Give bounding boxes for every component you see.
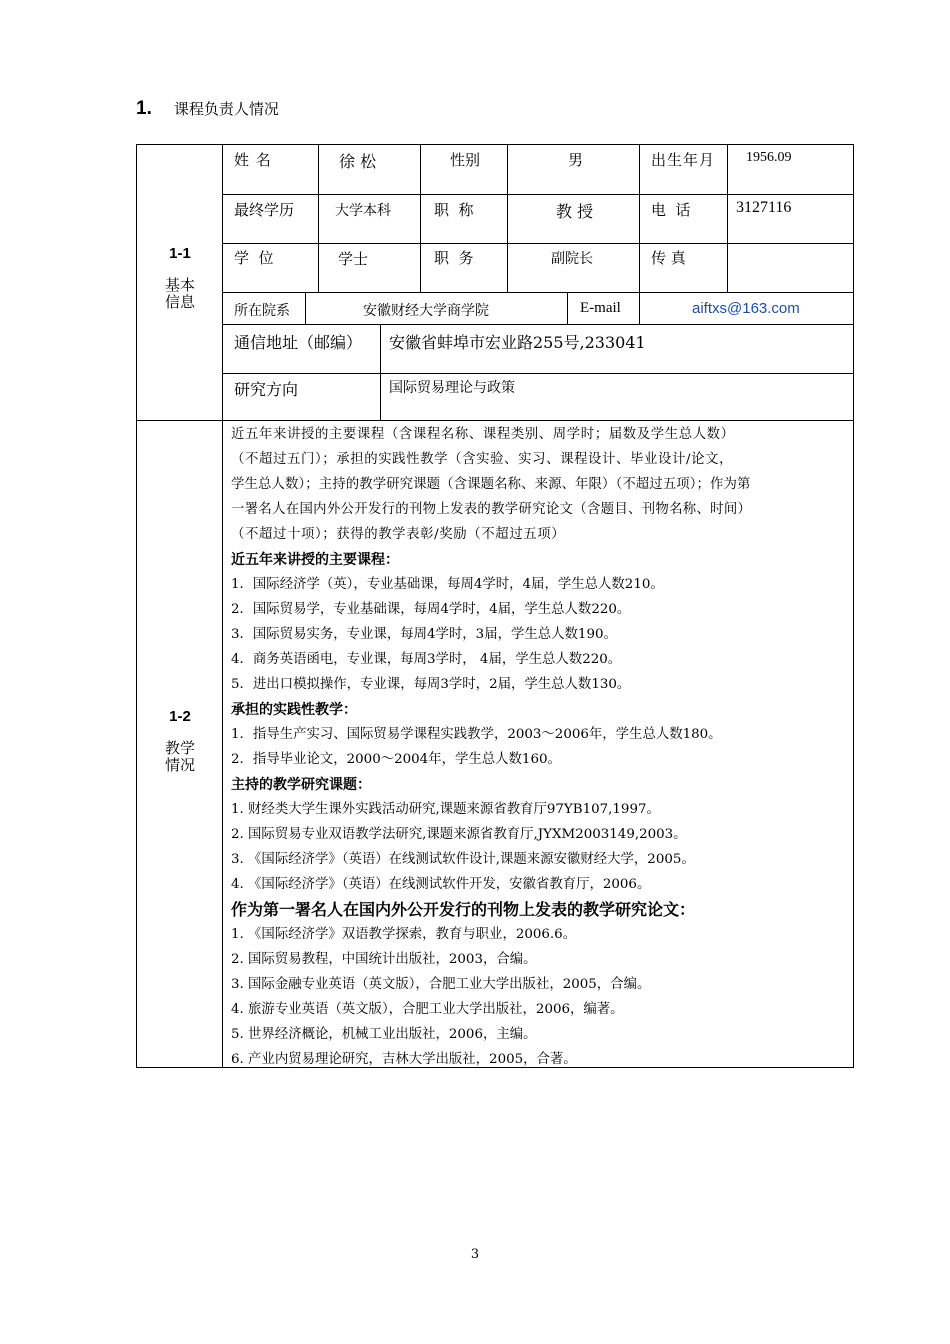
- section-basic-info-label: [137, 245, 223, 311]
- list-item: 3．国际贸易实务，专业课，每周4学时，3届，学生总人数190。: [231, 627, 617, 642]
- degree-label: 学 位: [234, 249, 274, 267]
- list-item: 5．进出口模拟操作，专业课，每周3学时，2届，学生总人数130。: [231, 677, 631, 692]
- col-line: [567, 292, 568, 324]
- col-line: [380, 324, 381, 420]
- col-line: [318, 145, 319, 292]
- gender-label: 性别: [450, 151, 481, 169]
- phone-label: 电 话: [651, 201, 691, 219]
- intro-line: 学生总人数）；主持的教学研究课题（含课题名称、来源、年限）（不超过五项）；作为第: [231, 477, 751, 492]
- col-line: [305, 292, 306, 324]
- section-divider: [137, 420, 853, 421]
- research-heading: 主持的教学研究课题：: [231, 776, 371, 792]
- fax-label: 传 真: [651, 249, 686, 267]
- intro-line: （不超过十项）；获得的教学表彰/奖励（不超过五项）: [231, 527, 566, 542]
- gender-value: 男: [568, 151, 584, 169]
- degree-value: 学士: [338, 250, 369, 268]
- section-code: 1-2: [169, 708, 191, 725]
- list-item: 2. 国际贸易专业双语教学法研究,课题来源省教育厅,JYXM2003149,2003。: [231, 827, 687, 842]
- list-item: 2．指导毕业论文，2000～2004年，学生总人数160。: [231, 752, 561, 767]
- row-line: [223, 292, 853, 293]
- section-label-line: 教学: [164, 739, 195, 757]
- heading-number: 1.: [136, 98, 152, 119]
- address-value: 安徽省蚌埠市宏业路255号,233041: [389, 333, 646, 352]
- col-line: [639, 145, 640, 292]
- title-label: 职 称: [434, 201, 474, 219]
- intro-line: （不超过五门）；承担的实践性教学（含实验、实习、课程设计、毕业设计/论文，: [231, 452, 734, 467]
- section-label-line: 基本: [164, 276, 195, 294]
- intro-line: 一署名人在国内外公开发行的刊物上发表的教学研究论文（含题目、刊物名称、时间）: [231, 502, 752, 517]
- list-item: 1．国际经济学（英），专业基础课，每周4学时，4届，学生总人数210。: [231, 577, 664, 592]
- list-item: 2. 国际贸易教程，中国统计出版社，2003，合编。: [231, 952, 537, 967]
- birth-label: 出生年月: [651, 151, 716, 169]
- title-value: 教 授: [556, 202, 594, 221]
- info-table: [136, 144, 854, 1068]
- email-label: E-mail: [580, 300, 621, 316]
- list-item: 1. 财经类大学生课外实践活动研究,课题来源省教育厅97YB107,1997。: [231, 802, 660, 817]
- name-value: 徐 松: [339, 152, 377, 171]
- address-label: 通信地址（邮编）: [234, 333, 363, 352]
- section-heading: [136, 98, 279, 120]
- col-line: [727, 145, 728, 292]
- list-item: 1．指导生产实习、国际贸易学课程实践教学，2003～2006年，学生总人数180。: [231, 727, 722, 742]
- practice-heading: 承担的实践性教学：: [231, 701, 357, 717]
- row-line: [223, 324, 853, 325]
- row-line: [223, 373, 853, 374]
- section-code: 1-1: [169, 245, 191, 262]
- teaching-details: [231, 422, 855, 1072]
- department-value: 安徽财经大学商学院: [363, 303, 489, 319]
- courses-heading: 近五年来讲授的主要课程：: [231, 551, 399, 567]
- heading-title: 课程负责人情况: [173, 100, 279, 118]
- papers-heading: 作为第一署名人在国内外公开发行的刊物上发表的教学研究论文：: [231, 900, 696, 919]
- list-item: 2．国际贸易学，专业基础课，每周4学时，4届，学生总人数220。: [231, 602, 631, 617]
- list-item: 1. 《国际经济学》双语教学探索，教育与职业，2006.6。: [231, 927, 577, 942]
- post-value: 副院长: [551, 251, 593, 267]
- department-label: 所在院系: [234, 303, 290, 319]
- email-value[interactable]: aiftxs@163.com: [692, 300, 800, 317]
- birth-value: 1956.09: [746, 150, 792, 165]
- phone-value: 3127116: [736, 199, 792, 216]
- education-value: 大学本科: [335, 203, 391, 219]
- page-number: 3: [470, 1247, 480, 1262]
- list-item: 3. 《国际经济学》（英语）在线测试软件设计,课题来源安徽财经大学，2005。: [231, 852, 695, 867]
- col-line: [507, 145, 508, 292]
- section-label-line: 情况: [164, 756, 195, 774]
- list-item: 4．商务英语函电，专业课，每周3学时， 4届，学生总人数220。: [231, 652, 622, 667]
- list-item: 5. 世界经济概论，机械工业出版社，2006，主编。: [231, 1027, 537, 1042]
- list-item: 4. 旅游专业英语（英文版），合肥工业大学出版社，2006，编著。: [231, 1002, 624, 1017]
- list-item: 3. 国际金融专业英语（英文版），合肥工业大学出版社，2005，合编。: [231, 977, 651, 992]
- list-item: 4. 《国际经济学》（英语）在线测试软件开发，安徽省教育厅，2006。: [231, 877, 651, 892]
- education-label: 最终学历: [234, 201, 295, 219]
- list-item: 6. 产业内贸易理论研究，吉林大学出版社，2005，合著。: [231, 1052, 577, 1067]
- research-direction-label: 研究方向: [234, 380, 299, 399]
- col-line: [639, 292, 640, 324]
- section-teaching-label: [137, 708, 223, 774]
- section-label-line: 信息: [164, 293, 195, 311]
- col-line: [420, 145, 421, 292]
- post-label: 职 务: [434, 249, 474, 267]
- name-label: 姓 名: [234, 151, 272, 169]
- intro-line: 近五年来讲授的主要课程（含课程名称、课程类别、周学时；届数及学生总人数）: [231, 427, 735, 442]
- research-direction-value: 国际贸易理论与政策: [389, 380, 515, 396]
